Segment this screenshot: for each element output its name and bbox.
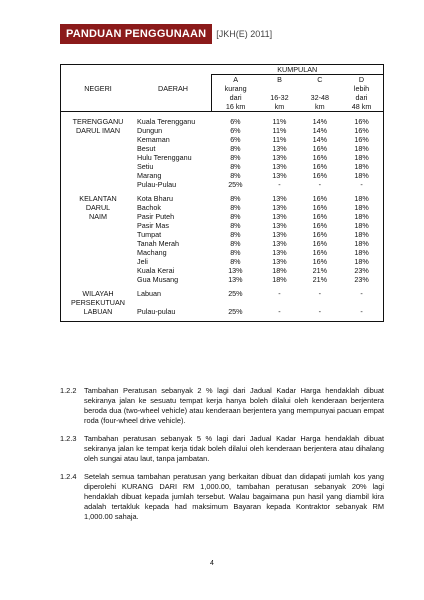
rate-cell: -	[278, 289, 281, 298]
rate-cell: 8%	[230, 230, 241, 239]
rate-table	[60, 64, 384, 322]
negeri-cell	[61, 144, 136, 153]
negeri-cell: TERENGGANU	[61, 117, 136, 126]
rate-cell: 18%	[340, 239, 383, 248]
group-header-line: km	[274, 102, 285, 111]
note-text: Setelah semua tambahan peratusan yang berkaitan dibuat dan didapati jumlah kos yang diperolehi KURANG DARI RM 1,000.00, tambahan peratusan sebanyak 20% lagi hendaklah dibuat kepada jumlah tersebut. Walau bagaimana pun hasil yang diambil kira adalah tertakluk kepada had maksimum Bayaran kepada Kontraktor sebanyak RM 1,000.00 sahaja.	[84, 472, 384, 521]
rate-cell: 6%	[230, 135, 241, 144]
rate-cell: 16%	[312, 162, 328, 171]
kumpulan-header: KUMPULAN	[212, 65, 384, 75]
group-header-line: km	[315, 102, 325, 111]
rate-cell: -	[278, 180, 281, 189]
rate-cell	[259, 298, 299, 307]
negeri-cell	[61, 180, 136, 189]
note-item	[60, 386, 384, 426]
rate-cell: 13%	[228, 266, 243, 275]
group-header-line: lebih	[353, 84, 370, 93]
rate-cell: 8%	[230, 248, 241, 257]
rate-cell: 25%	[228, 307, 243, 316]
rate-cell: 18%	[340, 194, 383, 203]
daerah-cell: Kota Bharu	[137, 194, 173, 203]
daerah-cell: Jeli	[137, 257, 148, 266]
group-header-line: D	[358, 75, 365, 84]
negeri-cell	[61, 248, 136, 257]
group-header-line: 16 km	[225, 102, 246, 111]
daerah-cell: Pasir Mas	[137, 221, 169, 230]
group-header-line: 32-48	[310, 93, 330, 102]
rate-cell: 6%	[230, 126, 241, 135]
rate-cell: 13%	[272, 221, 287, 230]
col-negeri: NEGERI	[61, 65, 136, 112]
rate-cell: 18%	[340, 162, 383, 171]
rate-cell: 21%	[312, 275, 328, 284]
note-text: Tambahan Peratusan sebanyak 2 % lagi dari Jadual Kadar Harga hendaklah dibuat sekiranya jalan ke sesuatu tempat kerja hanya boleh dilalui oleh kenderaan berjentera beroda dua (two-wheel vehicle) atau kenderaan berjentera yang mempunyai pacuan empat roda (four-wheel drive vehicle).	[84, 386, 384, 425]
rate-cell	[212, 298, 260, 307]
rate-cell: 23%	[340, 266, 383, 275]
rate-cell: 8%	[230, 194, 241, 203]
negeri-cell: NAIM	[61, 212, 136, 221]
rate-cell: 18%	[340, 221, 383, 230]
rate-cell: 16%	[312, 194, 328, 203]
note-text: Tambahan peratusan sebanyak 5 % lagi dari Jadual Kadar Harga hendaklah dibuat sekiranya jalan ke tempat kerja tidak boleh dilalui oleh kenderaan berjentera atau dihalang oleh sungai atau laut, tanpa jambatan.	[84, 434, 384, 463]
rate-cell: 13%	[272, 162, 287, 171]
daerah-cell: Pasir Puteh	[137, 212, 175, 221]
rate-cell: 8%	[230, 239, 241, 248]
rate-cell: -	[340, 180, 383, 189]
negeri-cell: DARUL	[61, 203, 136, 212]
rate-cell: 8%	[230, 162, 241, 171]
daerah-cell: Kuala Terengganu	[137, 117, 196, 126]
table-row	[61, 257, 384, 266]
rate-cell	[300, 298, 340, 307]
rate-cell: 18%	[272, 266, 287, 275]
daerah-cell: Dungun	[137, 126, 163, 135]
rate-cell: -	[318, 289, 322, 298]
rate-cell: 13%	[272, 248, 287, 257]
rate-cell: -	[340, 289, 383, 298]
rate-cell: 16%	[312, 230, 328, 239]
rate-cell: 25%	[228, 180, 243, 189]
rate-cell: 8%	[230, 221, 241, 230]
negeri-cell: WILAYAH	[61, 289, 136, 298]
group-header-line	[302, 84, 338, 93]
group-header-line: 48 km	[351, 102, 372, 111]
group-header-line: dari	[229, 93, 242, 102]
daerah-cell	[135, 298, 212, 307]
rate-cell: 8%	[230, 153, 241, 162]
rate-cell: 16%	[340, 117, 383, 126]
rate-cell: 13%	[272, 153, 287, 162]
rate-cell: 16%	[312, 212, 328, 221]
rate-cell: 25%	[228, 289, 243, 298]
daerah-cell: Tumpat	[137, 230, 162, 239]
table-row	[61, 180, 384, 189]
rate-cell: 6%	[230, 117, 241, 126]
table-row	[61, 275, 384, 284]
table-row	[61, 135, 384, 144]
daerah-cell: Pulau-pulau	[137, 307, 176, 316]
rate-cell: 23%	[340, 275, 383, 284]
table-row	[61, 289, 384, 298]
rate-cell: 8%	[230, 257, 241, 266]
negeri-cell	[61, 221, 136, 230]
rate-cell: -	[318, 307, 322, 316]
rate-cell: 16%	[340, 135, 383, 144]
negeri-cell: PERSEKUTUAN	[61, 298, 136, 307]
group-header-line: C	[317, 75, 323, 84]
rate-cell: 13%	[272, 144, 287, 153]
table-row	[61, 239, 384, 248]
rate-cell: 18%	[340, 257, 383, 266]
rate-cell: 16%	[312, 203, 328, 212]
table-row	[61, 230, 384, 239]
table-row	[61, 221, 384, 230]
table-row	[61, 307, 384, 316]
group-header-line: A	[233, 75, 239, 84]
negeri-cell	[61, 257, 136, 266]
header-code: [JKH(E) 2011]	[216, 29, 273, 39]
table-row	[61, 126, 384, 135]
group-header-line: B	[277, 75, 282, 84]
group-header-a	[212, 75, 260, 112]
table-row	[61, 153, 384, 162]
table-row	[61, 162, 384, 171]
daerah-cell: Setiu	[137, 162, 154, 171]
daerah-cell: Marang	[137, 171, 162, 180]
rate-cell: 8%	[230, 203, 241, 212]
rate-cell: -	[278, 307, 281, 316]
rate-cell: 18%	[272, 275, 287, 284]
daerah-cell: Tanah Merah	[137, 239, 179, 248]
negeri-cell: DARUL IMAN	[61, 126, 136, 135]
rate-cell: 11%	[272, 117, 287, 126]
negeri-cell	[61, 135, 136, 144]
note-number: 1.2.2	[60, 386, 77, 395]
negeri-cell	[61, 275, 136, 284]
note-number: 1.2.3	[60, 434, 77, 443]
table-row	[61, 212, 384, 221]
header-title: PANDUAN PENGGUNAAN	[60, 24, 212, 44]
table-row	[61, 117, 384, 126]
notes-section	[60, 386, 384, 530]
rate-cell: -	[318, 180, 322, 189]
rate-cell: 18%	[340, 153, 383, 162]
rate-cell: 18%	[340, 171, 383, 180]
negeri-cell	[61, 239, 136, 248]
group-header-line	[261, 84, 297, 93]
rate-cell: 16%	[312, 144, 328, 153]
rate-cell: 16%	[312, 248, 328, 257]
table-row	[61, 171, 384, 180]
note-item	[60, 472, 384, 522]
rate-cell: 8%	[230, 171, 241, 180]
negeri-cell	[61, 230, 136, 239]
rate-cell: 16%	[312, 239, 328, 248]
table-end	[61, 316, 384, 322]
rate-cell: 14%	[312, 117, 328, 126]
rate-cell: 14%	[312, 126, 328, 135]
document-header	[60, 22, 272, 46]
negeri-cell: KELANTAN	[61, 194, 136, 203]
rate-cell: 16%	[312, 153, 328, 162]
rate-cell: 18%	[340, 248, 383, 257]
negeri-cell	[61, 162, 136, 171]
table-row	[61, 203, 384, 212]
daerah-cell: Machang	[137, 248, 167, 257]
rate-cell: 18%	[340, 230, 383, 239]
rate-cell: 13%	[272, 230, 287, 239]
group-header-line: 16-32	[270, 93, 289, 102]
rate-cell: 8%	[230, 144, 241, 153]
negeri-cell	[61, 153, 136, 162]
rate-cell: 13%	[272, 171, 287, 180]
rate-cell: 13%	[272, 194, 287, 203]
rate-cell: -	[340, 307, 383, 316]
daerah-cell: Hulu Terengganu	[137, 153, 192, 162]
table-row	[61, 298, 384, 307]
rate-cell: 16%	[340, 126, 383, 135]
group-header-line: dari	[355, 93, 368, 102]
group-header-c	[300, 75, 340, 112]
rate-cell: 18%	[340, 203, 383, 212]
daerah-cell: Labuan	[137, 289, 161, 298]
daerah-cell: Kemaman	[137, 135, 170, 144]
page-number: 4	[210, 560, 214, 567]
daerah-cell: Besut	[137, 144, 156, 153]
daerah-cell: Bachok	[137, 203, 161, 212]
negeri-cell	[61, 266, 136, 275]
rate-cell: 18%	[340, 144, 383, 153]
rate-cell: 14%	[312, 135, 328, 144]
rate-cell: 13%	[272, 257, 287, 266]
rate-cell: 16%	[312, 221, 328, 230]
rate-cell: 13%	[228, 275, 243, 284]
rate-cell: 16%	[312, 171, 328, 180]
rate-cell: 8%	[230, 212, 241, 221]
group-header-line: kurang	[224, 84, 247, 93]
rate-cell: 21%	[312, 266, 328, 275]
note-item	[60, 434, 384, 464]
note-number: 1.2.4	[60, 472, 77, 481]
rate-cell: 11%	[272, 135, 287, 144]
daerah-cell: Kuala Kerai	[137, 266, 175, 275]
daerah-cell: Gua Musang	[137, 275, 179, 284]
table-row	[61, 266, 384, 275]
rate-cell: 13%	[272, 212, 287, 221]
table-row	[61, 248, 384, 257]
table-row	[61, 144, 384, 153]
table-row	[61, 194, 384, 203]
negeri-cell	[61, 171, 136, 180]
rate-cell: 13%	[272, 239, 287, 248]
rate-cell: 18%	[340, 212, 383, 221]
rate-cell	[340, 298, 383, 307]
group-header-d	[340, 75, 383, 112]
daerah-cell: Pulau-Pulau	[137, 180, 177, 189]
col-daerah: DAERAH	[135, 65, 212, 112]
rate-cell: 11%	[272, 126, 287, 135]
group-header-b	[259, 75, 299, 112]
rate-cell: 16%	[312, 257, 328, 266]
negeri-cell: LABUAN	[61, 307, 136, 316]
rate-cell: 13%	[272, 203, 287, 212]
